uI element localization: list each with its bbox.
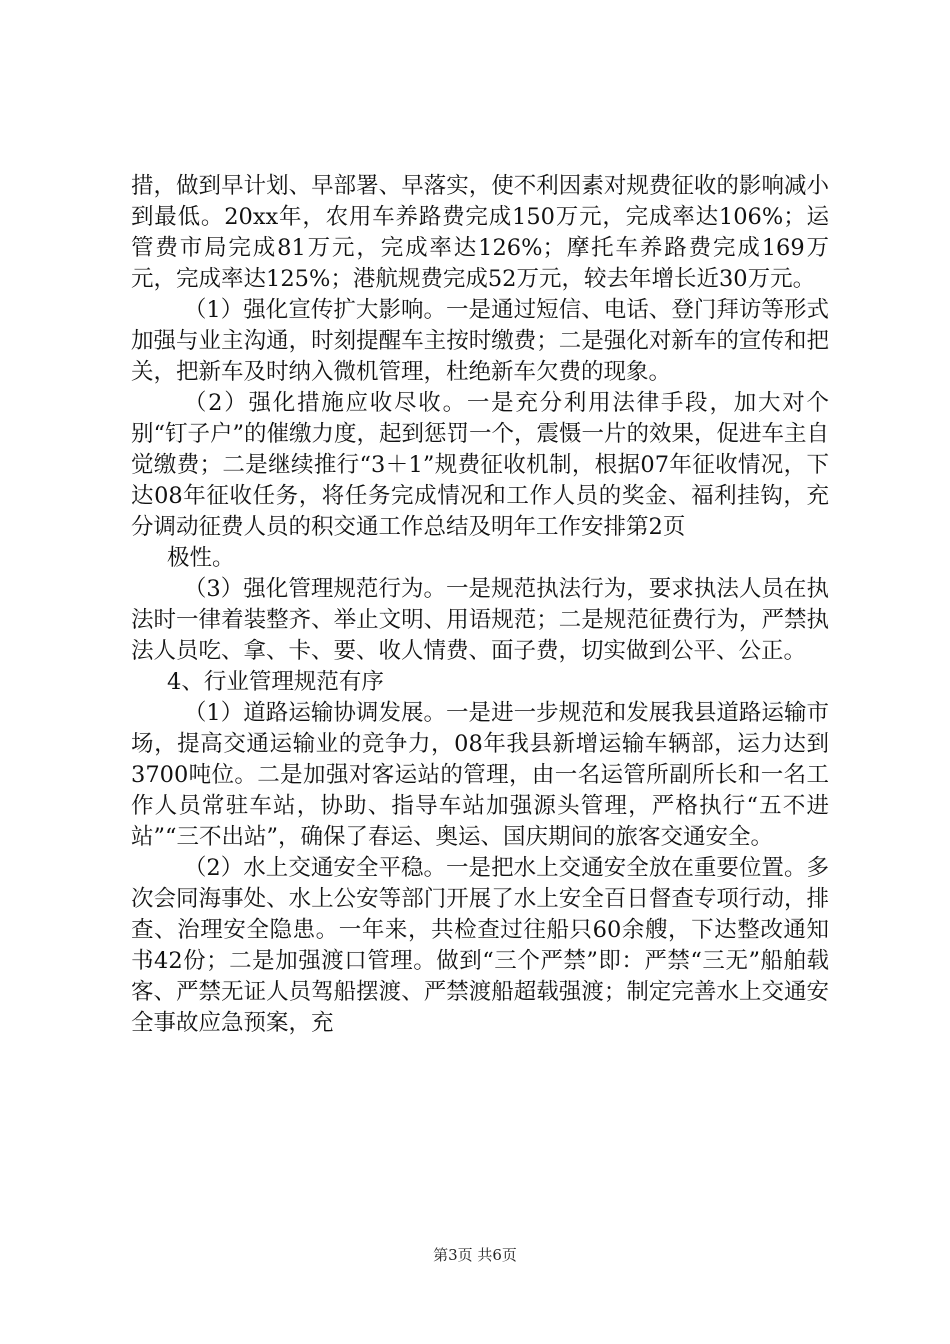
paragraph-revenue-summary: 措，做到早计划、早部署、早落实，使不利因素对规费征收的影响减小到最低。20xx年，农用车养路费完成150万元，完成率达106%；运管费市局完成81万元，完成率达126%；摩托车养路费完成169万元，完成率达125%；港航规费完成52万元，较去年增长近30万元。 [131,173,829,292]
paragraph-management-conduct: （3）强化管理规范行为。一是规范执法行为，要求执法人员在执法时一律着装整齐、举止文明、用语规范；二是规范征费行为，严禁执法人员吃、拿、卡、要、收人情费、面子费，切实做到公平、公正。 [131,576,829,664]
paragraph-continuation: 极性。 [167,545,235,571]
page-footer: 第3页 共6页 [433,1246,517,1264]
section-heading-industry-management: 4、行业管理规范有序 [167,669,384,695]
paragraph-publicity: （1）强化宣传扩大影响。一是通过短信、电话、登门拜访等形式加强与业主沟通，时刻提醒车主按时缴费；二是强化对新车的宣传和把关，把新车及时纳入微机管理，杜绝新车欠费的现象。 [131,297,829,385]
document-body [131,171,829,1039]
paragraph-road-transport: （1）道路运输协调发展。一是进一步规范和发展我县道路运输市场，提高交通运输业的竞争力，08年我县新增运输车辆部，运力达到3700吨位。二是加强对客运站的管理，由一名运管所副所长和一名工作人员常驻车站，协助、指导车站加强源头管理，严格执行“五不进站”“三不出站”，确保了春运、奥运、国庆期间的旅客交通安全。 [131,700,829,850]
paragraph-water-safety: （2）水上交通安全平稳。一是把水上交通安全放在重要位置。多次会同海事处、水上公安等部门开展了水上安全百日督查专项行动，排查、治理安全隐患。一年来，共检查过往船只60余艘，下达整改通知书42份；二是加强渡口管理。做到“三个严禁”即：严禁“三无”船舶载客、严禁无证人员驾船摆渡、严禁渡船超载强渡；制定完善水上交通安全事故应急预案，充 [131,855,829,1036]
paragraph-collection-measures: （2）强化措施应收尽收。一是充分利用法律手段，加大对个别“钉子户”的催缴力度，起到惩罚一个，震慑一片的效果，促进车主自觉缴费；二是继续推行“3＋1”规费征收机制，根据07年征收情况，下达08年征收任务，将任务完成情况和工作人员的奖金、福利挂钩，充分调动征费人员的积交通工作总结及明年工作安排第2页 [131,390,830,540]
